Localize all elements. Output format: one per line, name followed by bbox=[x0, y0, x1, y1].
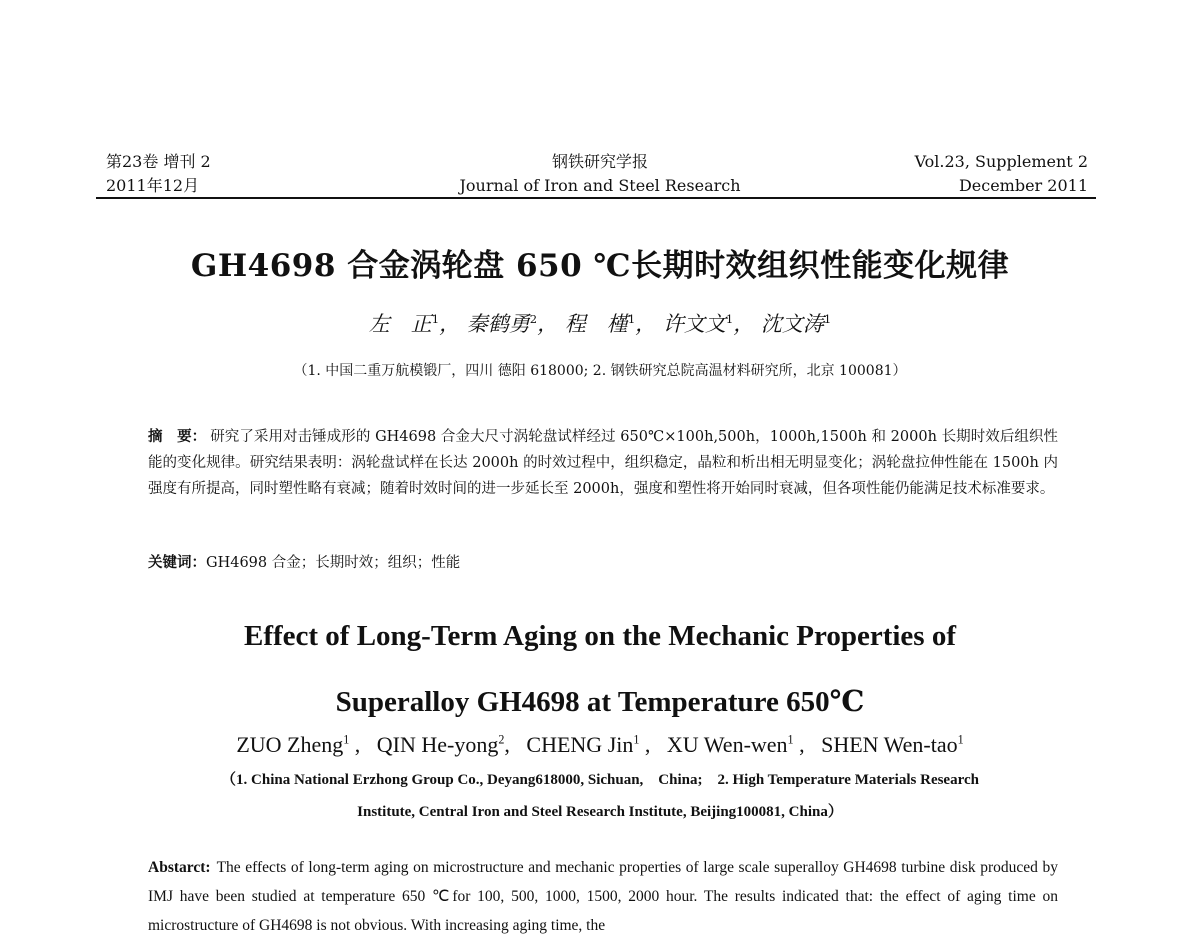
journal-name-cn: 钢铁研究学报 bbox=[551, 152, 648, 171]
author-cn: 秦鹤勇$^2$ bbox=[466, 312, 538, 336]
journal-name-en: Journal of Iron and Steel Research bbox=[459, 176, 741, 195]
author-en: XU Wen-wen$^1$ bbox=[666, 732, 794, 757]
abstract-en-label: Abstarct: bbox=[148, 859, 211, 876]
author-cn: 左 正$^1$ bbox=[368, 312, 440, 336]
authors-en: ZUO Zheng$^1$ , QIN He-yong$^2$, CHENG Jin$^1$ , XU Wen-wen$^1$ , SHEN Wen-tao$^1$ bbox=[236, 732, 964, 757]
keywords-cn bbox=[148, 551, 460, 575]
authors-cn: 左 正$^1$， 秦鹤勇$^2$， 程 槿$^1$， 许文文$^1$， 沈文涛$^1$ bbox=[368, 312, 832, 336]
keywords-cn-text: GH4698 合金；长期时效；组织；性能 bbox=[206, 555, 461, 571]
author-cn: 程 槿$^1$ bbox=[564, 312, 636, 336]
keywords-cn-label: 关键词： bbox=[148, 554, 206, 571]
title-en-line1: Effect of Long-Term Aging on the Mechanic Properties of bbox=[243, 620, 956, 652]
author-en: SHEN Wen-tao$^1$ bbox=[821, 732, 964, 757]
abstract-cn-text: 研究了采用对击锤成形的 GH4698 合金大尺寸涡轮盘试样经过 650℃×100h,500h，1000h,1500h 和 2000h 长期时效后组织性能的变化规律。研究结果表明：涡轮盘试样在长达 2000h 的时效过程中，组织稳定，晶粒和析出相无明显变化；涡轮盘拉伸性能在 1500h 内强度有所提高，同时塑性略有衰减；随着时效时间的进一步延长至 2000h，强度和塑性将开始同时衰减，但各项性能仍能满足技术标准要求。 bbox=[148, 429, 1059, 497]
journal-volume-en: Vol.23, Supplement 2 bbox=[914, 152, 1088, 171]
affiliation-en-line2: Institute, Central Iron and Steel Research Institute, Beijing100081, China） bbox=[357, 804, 843, 820]
journal-date-en: December 2011 bbox=[958, 176, 1088, 195]
title-en-line2: Superalloy GH4698 at Temperature 650℃ bbox=[335, 686, 865, 718]
author-en: ZUO Zheng$^1$ bbox=[236, 732, 350, 757]
abstract-en-text: The effects of long-term aging on microstructure and mechanic properties of large scale superalloy GH4698 turbine disk produced by IMJ have been studied at temperature 650 ℃for 100, 500, 1000, 1500, 2000 hour. The results indicated that: the effect of aging time on microstructure of GH4698 is not obvious. With increasing aging time, the bbox=[148, 859, 1058, 934]
abstract-cn-label: 摘 要： bbox=[148, 428, 207, 445]
journal-date-cn: 2011年12月 bbox=[106, 176, 200, 195]
journal-volume: 第23卷 增刊 2 bbox=[106, 152, 211, 171]
affiliation-en-line1: （1. China National Erzhong Group Co., Deyang618000, Sichuan, China; 2. High Temperature Materials Research bbox=[221, 772, 979, 788]
header-rule bbox=[96, 197, 1096, 199]
author-cn: 许文文$^1$ bbox=[662, 312, 734, 336]
abstract-en bbox=[148, 853, 1058, 940]
affiliation-cn: （1. 中国二重万航模锻厂，四川 德阳 618000; 2. 钢铁研究总院高温材料研究所，北京 100081） bbox=[293, 363, 907, 379]
author-en: CHENG Jin$^1$ bbox=[526, 732, 640, 757]
author-cn: 沈文涛$^1$ bbox=[760, 312, 832, 336]
abstract-cn bbox=[148, 424, 1058, 502]
title-cn: GH4698 合金涡轮盘 650 ℃长期时效组织性能变化规律 bbox=[190, 248, 1010, 284]
author-en: QIN He-yong$^2$ bbox=[376, 732, 505, 757]
